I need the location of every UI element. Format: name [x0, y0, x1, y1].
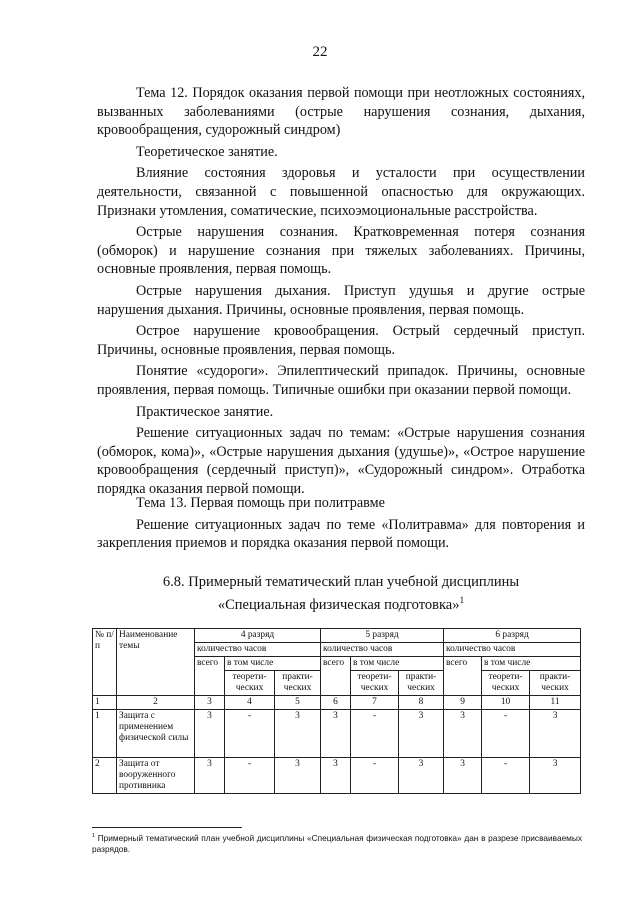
column-number: 10 — [482, 696, 530, 710]
topic-12-paragraph: Влияние состояния здоровья и усталости при осуществлении деятельности, связанной с повышенной опасностью для окружающих. Признаки утомления, соматические, психоэмоциональные расстройства. — [97, 165, 585, 219]
row-cell: - — [482, 758, 530, 794]
footnote-mark: 1 — [92, 833, 95, 839]
topic-12-block — [97, 84, 585, 501]
topic-12-paragraph: Острые нарушения дыхания. Приступ удушья и другие острые нарушения дыхания. Причины, основные проявления, первая помощь. — [97, 282, 585, 318]
topic-12-paragraph: Острые нарушения сознания. Кратковременная потеря сознания (обморок) и нарушение сознания при тяжелых заболеваниях. Причины, основные проявления, первая помощь. — [97, 224, 585, 278]
topic-13-text: Решение ситуационных задач по теме «Политравма» для повторения и закрепления приемов и порядка оказания первой помощи. — [97, 516, 585, 552]
topic-12-paragraph: Понятие «судороги». Эпилептический припадок. Причины, основные проявления, первая помощь. Типичные ошибки при оказании первой помощи. — [97, 363, 585, 398]
row-cell: 3 — [275, 758, 321, 794]
column-number: 3 — [195, 696, 225, 710]
row-cell: 3 — [530, 758, 581, 794]
header-name: Наименование темы — [117, 629, 195, 696]
topic-13-block — [97, 494, 585, 556]
footnote — [92, 831, 582, 855]
theory-label: Теоретическое занятие. — [136, 143, 278, 160]
header-theory: теорети-ческих — [225, 671, 275, 696]
header-total: всего — [444, 657, 482, 696]
topic-13-title: Тема 13. Первая помощь при политравме — [136, 495, 385, 511]
column-number-row — [93, 696, 581, 710]
row-cell: 3 — [195, 758, 225, 794]
header-theory: теорети-ческих — [482, 671, 530, 696]
header-rank-4: 4 разряд — [195, 629, 321, 643]
section-heading — [97, 573, 585, 614]
topic-12-title: Тема 12. Порядок оказания первой помощи при неотложных состояниях, вызванных заболеваниями (острые нарушения сознания, дыхания, кровообращения, судорожный синдром) — [97, 85, 585, 139]
column-number: 4 — [225, 696, 275, 710]
footnote-text: Примерный тематический план учебной дисциплины «Специальная физическая подготовка» дан в разрезе присваиваемых разрядов. — [92, 832, 582, 854]
header-total: всего — [195, 657, 225, 696]
header-including: в том числе — [351, 657, 444, 671]
row-cell: - — [482, 710, 530, 758]
header-rank-6: 6 разряд — [444, 629, 581, 643]
row-topic-name: Защита с применением физической силы — [117, 710, 195, 758]
header-practice: практи-ческих — [399, 671, 444, 696]
header-practice: практи-ческих — [530, 671, 581, 696]
column-number: 8 — [399, 696, 444, 710]
row-cell: 3 — [444, 710, 482, 758]
column-number: 1 — [93, 696, 117, 710]
row-cell: 3 — [399, 710, 444, 758]
row-num: 1 — [93, 710, 117, 758]
row-num: 2 — [93, 758, 117, 794]
row-cell: - — [351, 758, 399, 794]
row-cell: 3 — [444, 758, 482, 794]
header-hours: количество часов — [444, 643, 581, 657]
thematic-plan-table — [92, 628, 581, 794]
row-cell: 3 — [321, 758, 351, 794]
footnote-divider — [92, 827, 242, 828]
header-hours: количество часов — [321, 643, 444, 657]
row-topic-name: Защита от вооруженного противника — [117, 758, 195, 794]
header-total: всего — [321, 657, 351, 696]
column-number: 2 — [117, 696, 195, 710]
footnote-reference[interactable]: 1 — [459, 595, 465, 606]
column-number: 9 — [444, 696, 482, 710]
header-num: № п/п — [93, 629, 117, 696]
row-cell: 3 — [195, 710, 225, 758]
header-theory: теорети-ческих — [351, 671, 399, 696]
header-practice: практи-ческих — [275, 671, 321, 696]
column-number: 5 — [275, 696, 321, 710]
header-hours: количество часов — [195, 643, 321, 657]
column-number: 11 — [530, 696, 581, 710]
row-cell: - — [351, 710, 399, 758]
header-including: в том числе — [482, 657, 581, 671]
section-heading-line-2: «Специальная физическая подготовка»$^1$ — [217, 595, 465, 613]
topic-12-paragraph: Острое нарушение кровообращения. Острый сердечный приступ. Причины, основные проявления, первая помощь. — [97, 323, 585, 358]
column-number: 7 — [351, 696, 399, 710]
row-cell: - — [225, 710, 275, 758]
row-cell: 3 — [321, 710, 351, 758]
header-including: в том числе — [225, 657, 321, 671]
section-heading-line-1: 6.8. Примерный тематический план учебной дисциплины — [162, 574, 520, 590]
practice-text: Решение ситуационных задач по темам: «Острые нарушения сознания (обморок, кома)», «Острые нарушения дыхания (удушье)», «Острое нарушение кровообращения (сердечный приступ)», «Судорожный синдром». Отработка порядка оказания первой помощи. — [97, 425, 585, 497]
practice-label: Практическое занятие. — [136, 403, 274, 420]
table-row — [93, 710, 581, 758]
table-row — [93, 758, 581, 794]
page-number: 22 — [312, 44, 328, 60]
column-number: 6 — [321, 696, 351, 710]
header-rank-5: 5 разряд — [321, 629, 444, 643]
row-cell: 3 — [530, 710, 581, 758]
row-cell: 3 — [399, 758, 444, 794]
row-cell: 3 — [275, 710, 321, 758]
table-header-row — [93, 629, 581, 643]
row-cell: - — [225, 758, 275, 794]
